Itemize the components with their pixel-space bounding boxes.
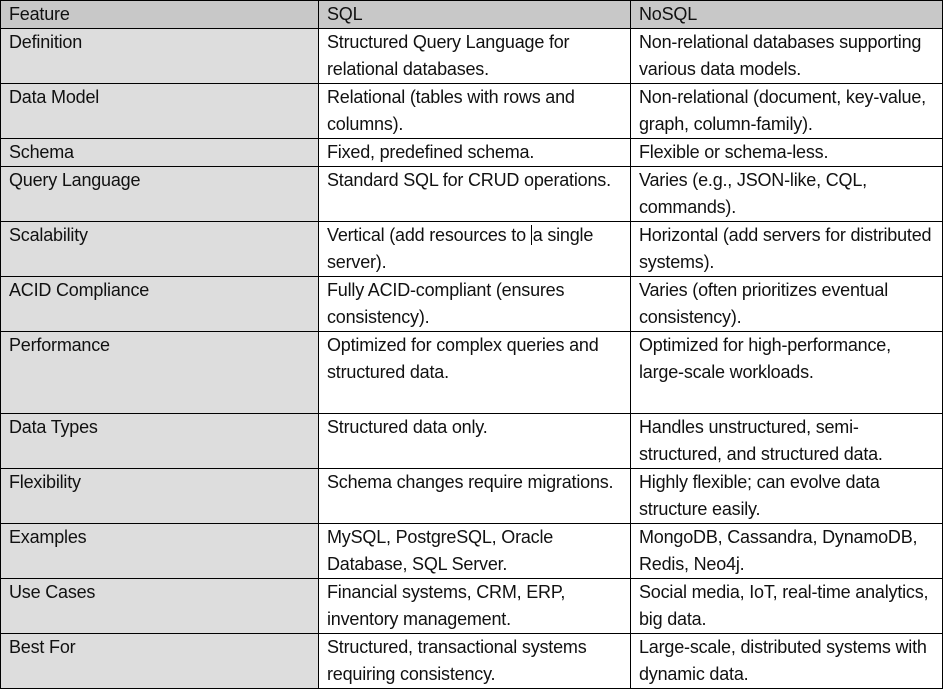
- feature-cell[interactable]: Scalability: [1, 222, 319, 277]
- header-nosql[interactable]: NoSQL: [631, 1, 943, 29]
- table-row: [1, 277, 943, 332]
- table-row: [1, 167, 943, 222]
- nosql-cell[interactable]: Highly flexible; can evolve data structure easily.: [631, 469, 943, 524]
- table-row: [1, 139, 943, 167]
- table-row: [1, 579, 943, 634]
- feature-cell[interactable]: Performance: [1, 332, 319, 414]
- sql-cell[interactable]: Financial systems, CRM, ERP, inventory management.: [319, 579, 631, 634]
- feature-cell[interactable]: Use Cases: [1, 579, 319, 634]
- nosql-cell[interactable]: Non-relational databases supporting various data models.: [631, 29, 943, 84]
- sql-cell[interactable]: Fixed, predefined schema.: [319, 139, 631, 167]
- feature-cell[interactable]: Data Types: [1, 414, 319, 469]
- nosql-cell[interactable]: Handles unstructured, semi-structured, and structured data.: [631, 414, 943, 469]
- nosql-cell[interactable]: Social media, IoT, real-time analytics, big data.: [631, 579, 943, 634]
- feature-cell[interactable]: Query Language: [1, 167, 319, 222]
- nosql-cell[interactable]: MongoDB, Cassandra, DynamoDB, Redis, Neo4j.: [631, 524, 943, 579]
- feature-cell[interactable]: ACID Compliance: [1, 277, 319, 332]
- sql-cell[interactable]: Standard SQL for CRUD operations.: [319, 167, 631, 222]
- text-cursor-icon: [531, 225, 532, 245]
- sql-cell[interactable]: Structured data only.: [319, 414, 631, 469]
- table-row: [1, 332, 943, 414]
- feature-cell[interactable]: Definition: [1, 29, 319, 84]
- sql-cell[interactable]: Schema changes require migrations.: [319, 469, 631, 524]
- nosql-cell[interactable]: Optimized for high-performance, large-scale workloads.: [631, 332, 943, 414]
- nosql-cell[interactable]: Non-relational (document, key-value, graph, column-family).: [631, 84, 943, 139]
- feature-cell[interactable]: Data Model: [1, 84, 319, 139]
- nosql-cell[interactable]: Large-scale, distributed systems with dynamic data.: [631, 634, 943, 689]
- table-row: [1, 29, 943, 84]
- sql-cell[interactable]: [319, 222, 631, 277]
- nosql-cell[interactable]: Varies (often prioritizes eventual consistency).: [631, 277, 943, 332]
- sql-cell[interactable]: Structured Query Language for relational databases.: [319, 29, 631, 84]
- feature-cell[interactable]: Flexibility: [1, 469, 319, 524]
- header-row: [1, 1, 943, 29]
- sql-cell[interactable]: Structured, transactional systems requiring consistency.: [319, 634, 631, 689]
- feature-cell[interactable]: Schema: [1, 139, 319, 167]
- sql-cell[interactable]: MySQL, PostgreSQL, Oracle Database, SQL Server.: [319, 524, 631, 579]
- header-sql[interactable]: SQL: [319, 1, 631, 29]
- sql-cell[interactable]: Fully ACID-compliant (ensures consistency).: [319, 277, 631, 332]
- table-row: [1, 222, 943, 277]
- feature-cell[interactable]: Examples: [1, 524, 319, 579]
- header-feature[interactable]: Feature: [1, 1, 319, 29]
- nosql-cell[interactable]: Varies (e.g., JSON-like, CQL, commands).: [631, 167, 943, 222]
- table-row: [1, 84, 943, 139]
- sql-cell[interactable]: Relational (tables with rows and columns).: [319, 84, 631, 139]
- sql-cell[interactable]: Optimized for complex queries and structured data.: [319, 332, 631, 414]
- table-row: [1, 524, 943, 579]
- nosql-cell[interactable]: Flexible or schema-less.: [631, 139, 943, 167]
- feature-cell[interactable]: Best For: [1, 634, 319, 689]
- text-before-caret: Vertical (add resources to: [327, 225, 531, 245]
- table-row: [1, 414, 943, 469]
- nosql-cell[interactable]: Horizontal (add servers for distributed systems).: [631, 222, 943, 277]
- table-row: [1, 634, 943, 689]
- table-row: [1, 469, 943, 524]
- text-after-caret: a single server).: [327, 225, 594, 272]
